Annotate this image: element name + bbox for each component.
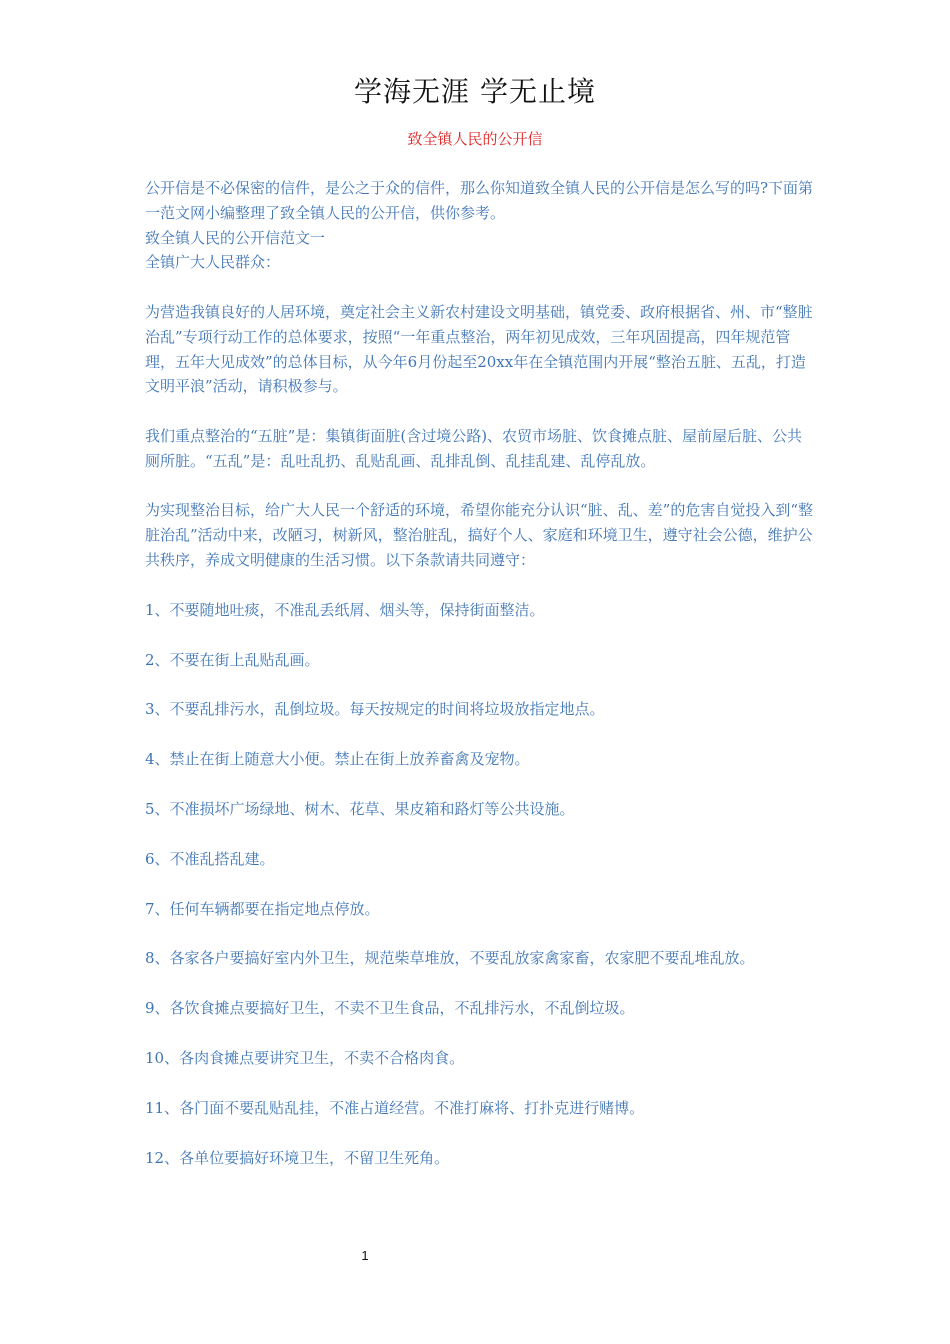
- list-item: 10、各肉食摊点要讲究卫生，不卖不合格肉食。: [145, 1048, 465, 1067]
- list-item: 12、各单位要搞好环境卫生，不留卫生死角。: [145, 1148, 450, 1167]
- body-paragraph: 我们重点整治的“五脏”是：集镇街面脏(含过境公路)、农贸市场脏、饮食摊点脏、屋前屋后脏、公共厕所脏。“五乱”是：乱吐乱扔、乱贴乱画、乱排乱倒、乱挂乱建、乱停乱放。: [145, 426, 803, 470]
- sample-heading: 致全镇人民的公开信范文一: [145, 228, 326, 247]
- body-paragraph: 为营造我镇良好的人居环境，奠定社会主义新农村建设文明基础，镇党委、政府根据省、州、市“整脏治乱”专项行动工作的总体要求，按照“一年重点整治，两年初见成效，三年巩固提高，四年规范管理，五年大见成效”的总体目标，从今年6月份起至20xx年在全镇范围内开展“整治五脏、五乱，打造文明平浪”活动，请积极参与。: [145, 302, 813, 396]
- page-header-title: 学海无涯 学无止境: [354, 75, 596, 108]
- list-item: 6、不准乱搭乱建。: [145, 849, 275, 868]
- list-item: 4、禁止在街上随意大小便。禁止在街上放养畜禽及宠物。: [145, 750, 530, 769]
- document-title: 致全镇人民的公开信: [407, 130, 543, 148]
- body-paragraph: 为实现整治目标，给广大人民一个舒适的环境，希望你能充分认识“脏、乱、差”的危害自觉投入到“整脏治乱”活动中来，改陋习，树新风，整治脏乱，搞好个人、家庭和环境卫生，遵守社会公德，维护公共秩序，养成文明健康的生活习惯。以下条款请共同遵守：: [145, 501, 814, 569]
- list-item: 2、不要在街上乱贴乱画。: [145, 650, 320, 669]
- list-item: 3、不要乱排污水，乱倒垃圾。每天按规定的时间将垃圾放指定地点。: [145, 700, 605, 719]
- salutation: 全镇广大人民群众：: [145, 253, 281, 272]
- document-body: [145, 176, 815, 1170]
- list-item: 11、各门面不要乱贴乱挂，不准占道经营。不准打麻将、打扑克进行赌博。: [145, 1098, 645, 1117]
- page-number: 1: [361, 1248, 369, 1263]
- list-item: 8、各家各户要搞好室内外卫生，规范柴草堆放，不要乱放家禽家畜，农家肥不要乱堆乱放。: [145, 949, 755, 968]
- list-item: 7、任何车辆都要在指定地点停放。: [145, 899, 380, 918]
- intro-paragraph: 公开信是不必保密的信件，是公之于众的信件，那么你知道致全镇人民的公开信是怎么写的吗?下面第一范文网小编整理了致全镇人民的公开信，供你参考。: [145, 179, 814, 222]
- list-item: 1、不要随地吐痰，不准乱丢纸屑、烟头等，保持街面整洁。: [145, 600, 545, 619]
- list-item: 9、各饮食摊点要搞好卫生，不卖不卫生食品，不乱排污水，不乱倒垃圾。: [145, 999, 635, 1018]
- list-item: 5、不准损坏广场绿地、树木、花草、果皮箱和路灯等公共设施。: [145, 799, 575, 818]
